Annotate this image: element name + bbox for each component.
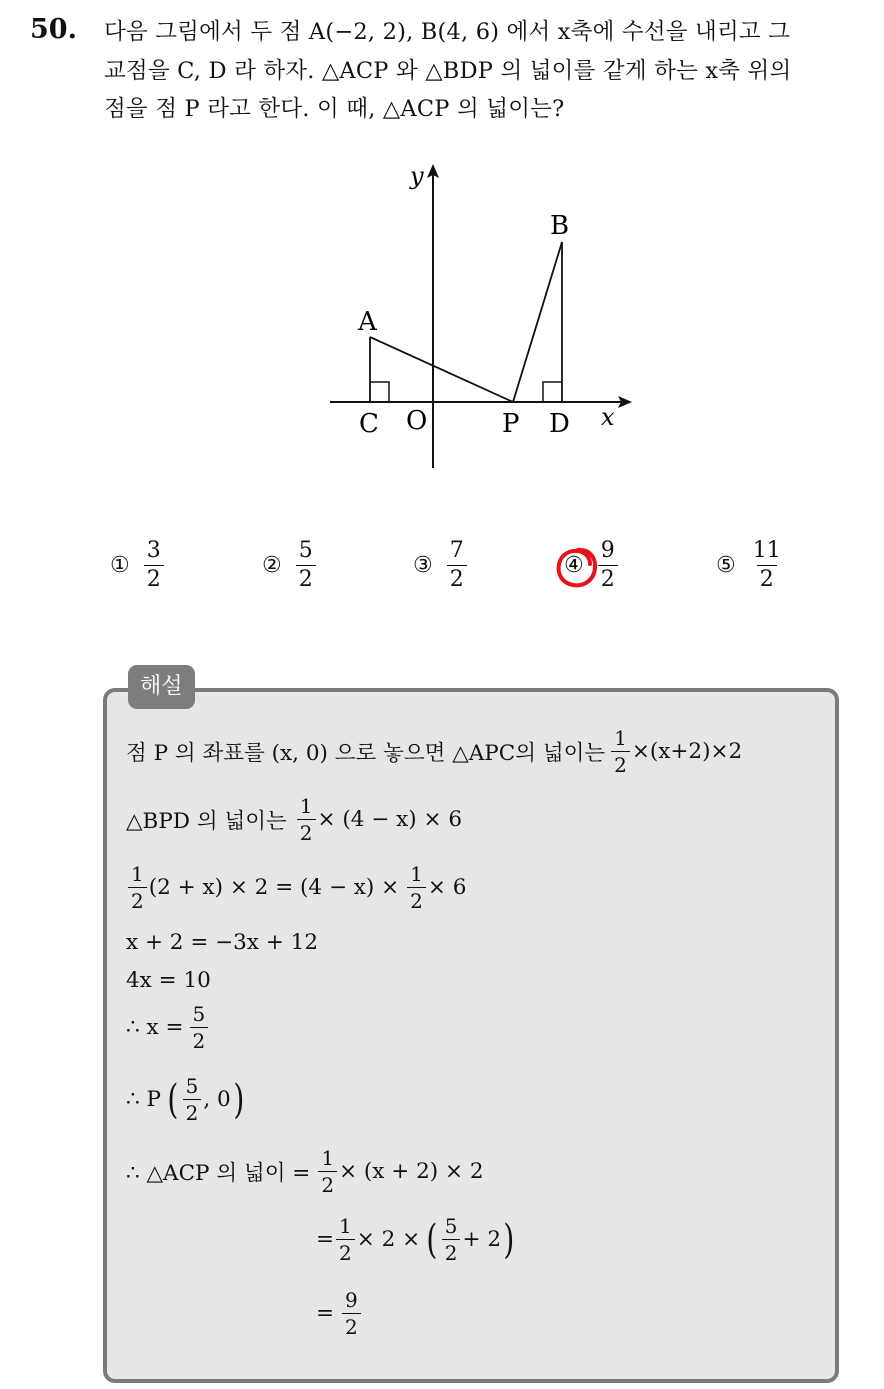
choice-2[interactable]: [262, 540, 318, 591]
choice-1[interactable]: [110, 540, 166, 591]
choice-4-value: $\frac{9}{2}$: [598, 540, 618, 591]
label-A: A: [358, 307, 377, 337]
selected-answer-circle: [552, 542, 602, 592]
segment-BP: [513, 242, 562, 402]
solution-line-10: = $\frac{9}{2}$: [316, 1290, 363, 1337]
label-P: P: [502, 409, 520, 439]
solution-box: [103, 688, 839, 1383]
solution-line-9: = $\frac{1}{2}$ × 2 × ( $\frac{5}{2}$ + 2 ): [316, 1214, 515, 1265]
solution-line-3: $\frac{1}{2}$ (2 + x) × 2 = (4 − x) × $\frac{1}{2}$ × 6: [126, 864, 466, 911]
choice-3-mark: ③: [413, 553, 433, 578]
solution-line-8: ∴ △ACP 의 넓이 = $\frac{1}{2}$ × (x + 2) × 2: [126, 1146, 484, 1197]
label-x: x: [601, 403, 615, 431]
choice-4-mark: ④: [564, 553, 584, 578]
choice-1-mark: ①: [110, 553, 130, 578]
solution-line-6: ∴ x = $\frac{5}{2}$: [126, 1004, 210, 1051]
choice-3[interactable]: [413, 540, 469, 591]
label-y: y: [410, 162, 424, 190]
label-C: C: [359, 409, 379, 439]
question-line-3: 점을 점 P 라고 한다. 이 때, △ACP 의 넓이는?: [104, 96, 565, 122]
right-angle-mark-D: [543, 382, 562, 402]
choice-5-value: $\frac{11}{2}$: [752, 538, 781, 592]
solution-line-2: △BPD 의 넓이는 $\frac{1}{2}$ × (4 − x) × 6: [126, 794, 463, 845]
choice-3-value: $\frac{7}{2}$: [447, 540, 467, 591]
solution-line-5: 4x = 10: [126, 968, 211, 993]
right-angle-mark-C: [370, 382, 389, 402]
choice-5[interactable]: [716, 540, 786, 591]
label-B: B: [550, 211, 570, 241]
coordinate-figure: [320, 150, 640, 480]
question-number: 50.: [30, 14, 77, 45]
solution-line-4: x + 2 = −3x + 12: [126, 930, 319, 955]
label-O: O: [406, 406, 428, 436]
choice-1-value: $\frac{3}{2}$: [144, 540, 164, 591]
question-line-1: 다음 그림에서 두 점 A(−2, 2), B(4, 6) 에서 x축에 수선을 내리고 그: [104, 19, 791, 45]
choice-5-mark: ⑤: [716, 553, 736, 578]
label-D: D: [549, 409, 570, 439]
question-line-2: 교점을 C, D 라 하자. △ACP 와 △BDP 의 넓이를 같게 하는 x축 위의: [104, 58, 792, 84]
choice-2-value: $\frac{5}{2}$: [296, 540, 316, 591]
solution-tag: 해설: [128, 665, 195, 709]
segment-AP: [370, 337, 513, 402]
solution-line-1: 점 P 의 좌표를 (x, 0) 으로 놓으면 △APC의 넓이는 $\frac{1}{2}$ ×(x+2)×2: [126, 726, 743, 777]
solution-line-7: ∴ P ( $\frac{5}{2}$ , 0 ): [126, 1074, 244, 1125]
choice-2-mark: ②: [262, 553, 282, 578]
